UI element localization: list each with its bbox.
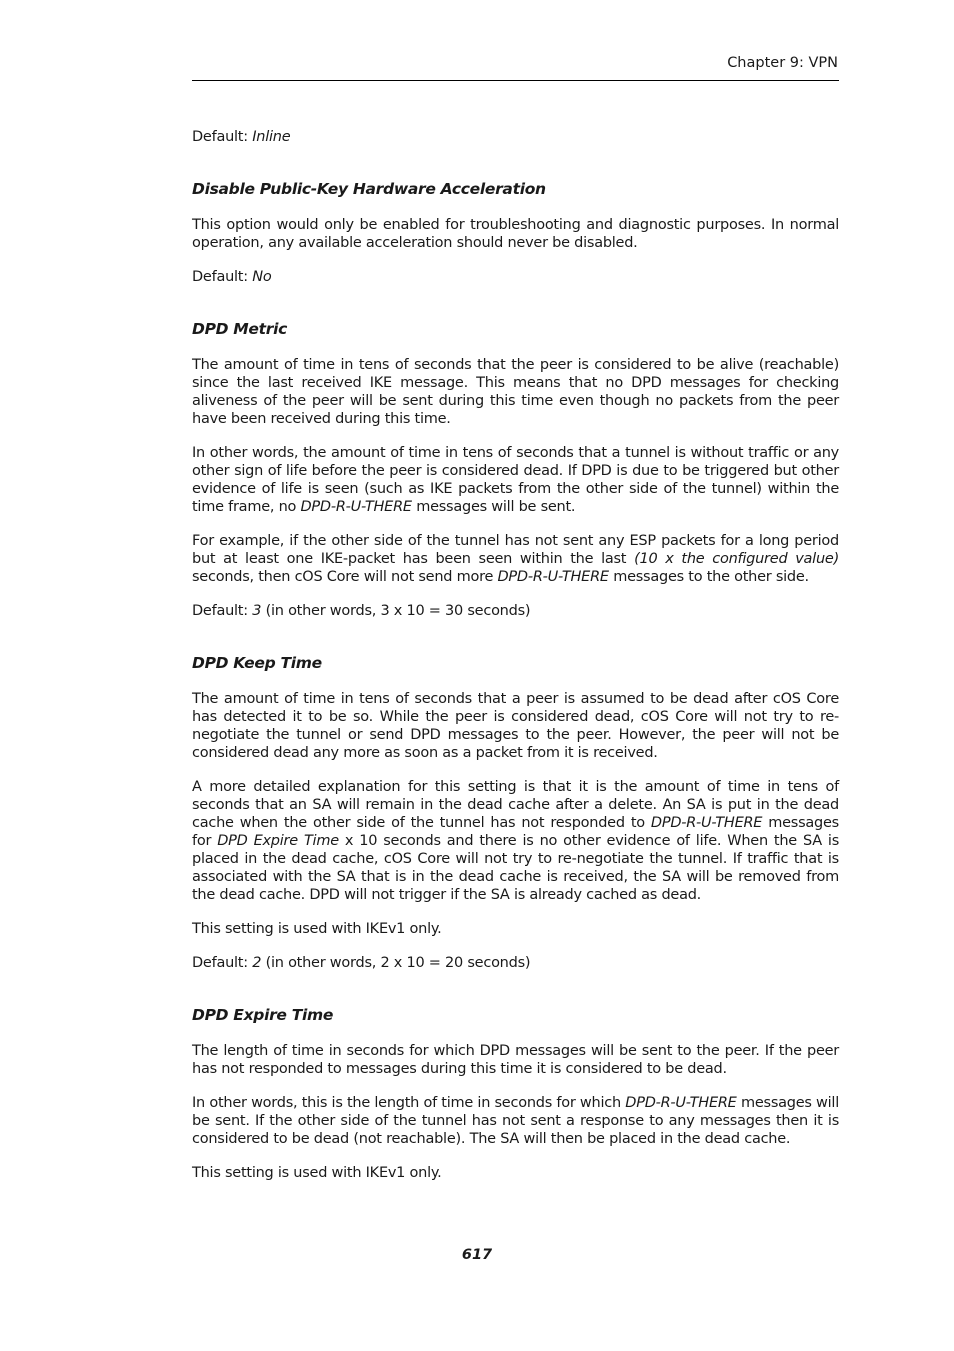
section-dpd-expire-time	[192, 1006, 839, 1182]
paragraph: In other words, the amount of time in tens of seconds that a tunnel is without traffic or any other sign of life before the peer is considered dead. If DPD is due to be triggered but other evidence of life is seen (such as IKE packets from the other side of the tunnel) within the time frame, no DPD-R-U-THERE messages will be sent.	[192, 445, 839, 515]
section-title: DPD Keep Time	[192, 654, 322, 672]
header-divider	[192, 80, 839, 81]
paragraph: The amount of time in tens of seconds that a peer is assumed to be dead after cOS Core has detected it to be so. While the peer is considered dead, cOS Core will not try to re-negotiate the tunnel or send DPD messages to the peer. However, the peer will not be considered dead any more as soon as a packet from it is received.	[192, 691, 839, 761]
section-title: DPD Expire Time	[192, 1006, 334, 1024]
chapter-header: Chapter 9: VPN	[727, 55, 838, 71]
paragraph: This option would only be enabled for troubleshooting and diagnostic purposes. In normal operation, any available acceleration should never be disabled.	[192, 217, 839, 251]
page-number: 617	[461, 1247, 493, 1263]
default-line: Default: No	[192, 269, 272, 285]
paragraph: For example, if the other side of the tunnel has not sent any ESP packets for a long period but at least one IKE-packet has been seen within the last (10 x the configured value) seconds, then cOS Core will not send more DPD-R-U-THERE messages to the other side.	[192, 533, 839, 585]
paragraph: The length of time in seconds for which DPD messages will be sent to the peer. If the peer has not responded to messages during this time it is considered to be dead.	[192, 1043, 839, 1077]
paragraph: A more detailed explanation for this setting is that it is the amount of time in tens of seconds that an SA will remain in the dead cache after a delete. An SA is put in the dead cache when the other side of the tunnel has not responded to DPD-R-U-THERE messages for DPD Expire Time x 10 seconds and there is no other evidence of life. When the SA is placed in the dead cache, cOS Core will not try to re-negotiate the tunnel. If traffic that is associated with the SA that is in the dead cache is received, the SA will be removed from the dead cache. DPD will not trigger if the SA is already cached as dead.	[192, 779, 840, 903]
section-title: DPD Metric	[192, 320, 287, 338]
section-dpd-keep-time	[192, 654, 839, 972]
paragraph: The amount of time in tens of seconds that the peer is considered to be alive (reachable) since the last received IKE message. This means that no DPD messages for checking aliveness of the peer will be sent during this time even though no packets from the peer have been received during this time.	[192, 357, 839, 427]
default-line: Default: 3 (in other words, 3 x 10 = 30 seconds)	[192, 603, 531, 619]
page-body	[192, 128, 839, 1198]
paragraph: This setting is used with IKEv1 only.	[192, 921, 442, 937]
paragraph: In other words, this is the length of time in seconds for which DPD-R-U-THERE messages will be sent. If the other side of the tunnel has not sent a response to any messages then it is considered to be dead (not reachable). The SA will then be placed in the dead cache.	[192, 1095, 839, 1147]
intro-default: Default: Inline	[192, 129, 291, 145]
section-title: Disable Public-Key Hardware Acceleration	[192, 180, 546, 198]
section-dpd-metric	[192, 320, 839, 620]
section-pkha	[192, 180, 839, 286]
paragraph: This setting is used with IKEv1 only.	[192, 1165, 442, 1181]
default-line: Default: 2 (in other words, 2 x 10 = 20 seconds)	[192, 955, 531, 971]
